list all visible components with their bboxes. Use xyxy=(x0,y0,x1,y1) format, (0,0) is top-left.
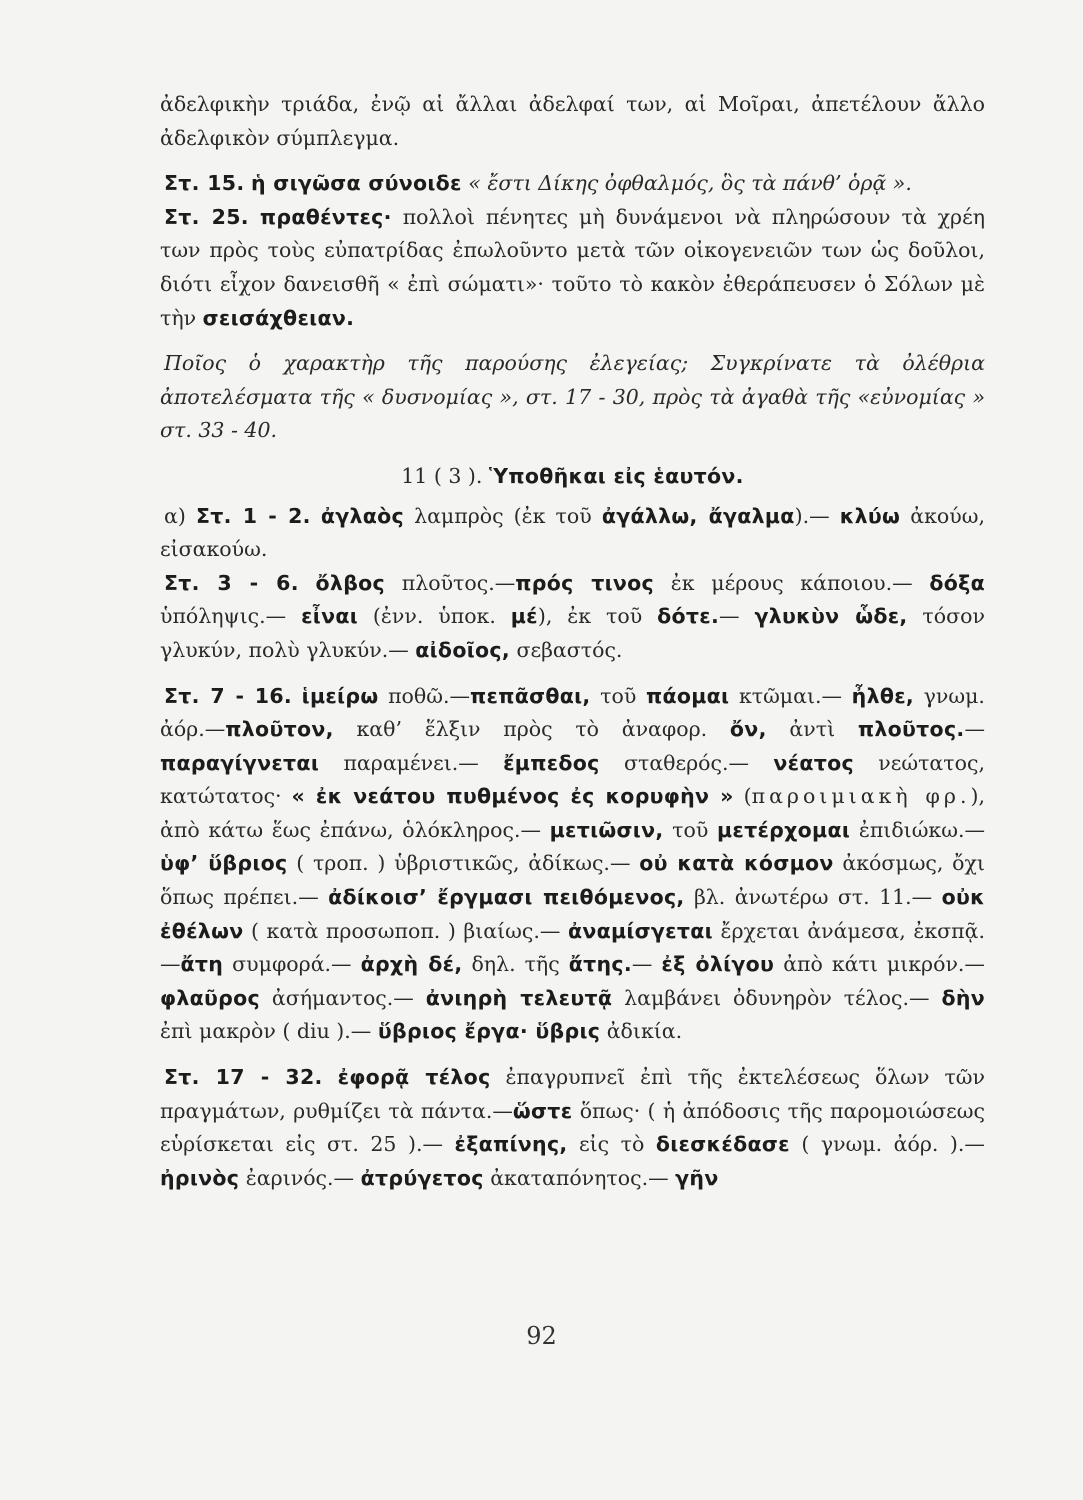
text-run: — xyxy=(719,604,740,629)
lemma: διεσκέδασε xyxy=(655,1132,790,1157)
text-run: ἐπιδιώκω.— xyxy=(858,817,985,842)
lemma: δόξα xyxy=(929,570,985,595)
lemma: σεισάχθειαν. xyxy=(202,305,355,330)
text-run: τόσον γλυκύν, πολὺ γλυκύν.— xyxy=(160,604,985,662)
lemma: ἀναμίσγεται xyxy=(567,918,713,943)
text-run: ( τροπ. ) ὑβριστικῶς, ἀδίκως.— xyxy=(296,851,631,876)
text-run: λαμβάνει ὀδυνηρὸν τέλος.— xyxy=(624,985,930,1010)
text-run: (ἐνν. ὑποκ. xyxy=(372,604,496,629)
text-run: — xyxy=(964,717,985,742)
lemma: ὄν, xyxy=(729,717,767,742)
text-run: ὅπως· ( ἡ ἀπόδοσις τῆς παρομοιώσεως εὑρίσκεται εἰς στ. 25 ).— xyxy=(160,1098,985,1157)
lemma: ὕβριος ἔργα· ὕβρις xyxy=(377,1019,601,1044)
text-run: ἀκούω, εἰσακούω. xyxy=(160,503,985,562)
text-run: νεώτατος, κατώτατος· xyxy=(160,750,985,809)
text-run: καθ’ ἕλξιν πρὸς τὸ ἀναφορ. xyxy=(356,717,708,742)
text-run: ἐπὶ μακρὸν ( diu ).— xyxy=(160,1019,372,1044)
verse-ref: Στ. 1 - 2. xyxy=(195,503,311,528)
text-run: ἔρχεται ἀνάμεσα, ἐκσπᾷ.— xyxy=(160,918,985,977)
text-run: δηλ. τῆς xyxy=(471,952,560,977)
lemma: πλοῦτον, xyxy=(225,717,334,742)
lemma: δότε. xyxy=(657,604,720,629)
text-run: σεβαστός. xyxy=(516,637,623,662)
text-run: ἀκόσμως, ὄχι ὅπως πρέπει.— xyxy=(160,851,985,910)
lemma: ἀρχὴ δέ, xyxy=(360,952,463,977)
text-run: ).— xyxy=(794,503,830,528)
text-run: ), ἀπὸ κάτω ἕως ἐπάνω, ὁλόκληρος.— xyxy=(160,784,985,842)
lemma: οὐ κατὰ κόσμον xyxy=(639,851,834,876)
paragraph-verse-1-2 xyxy=(160,500,985,567)
text-run: συμφορά.— xyxy=(232,952,352,977)
text-run: πλοῦτος.— xyxy=(401,570,516,595)
paragraph-verse-7-16 xyxy=(160,680,985,1050)
lemma: δὴν xyxy=(941,985,985,1010)
lemma: ἀγλαὸς xyxy=(320,503,404,528)
text-run: — xyxy=(631,952,653,977)
lemma: πλοῦτος. xyxy=(857,717,965,742)
lemma: ἀδίκοισ’ ἔργμασι πειθόμενος, xyxy=(328,885,685,910)
text-run: ἀδελφικὴν τριάδα, ἐνῷ αἱ ἄλλαι ἀδελφαί των, αἱ Μοῖραι, ἀπετέλουν ἄλλο ἀδελφικὸν σύμπλεγμα. xyxy=(160,92,985,150)
text-run: ἐκ μέρους κάποιου.— xyxy=(670,570,913,595)
section-number: 11 xyxy=(401,463,428,488)
text-run: κτῶμαι.— xyxy=(738,683,843,708)
lemma: ἐξαπίνης, xyxy=(454,1132,568,1157)
quotation: « ἔστι Δίκης ὀφθαλμός, ὃς τὰ πάνθ’ ὁρᾷ ». xyxy=(468,171,912,196)
text-run: ἀντὶ xyxy=(789,717,836,742)
lemma: ἀτρύγετος xyxy=(360,1165,484,1190)
text-run: βλ. ἀνωτέρω στ. 11.— xyxy=(693,885,933,910)
text-run: ὑπόληψις.— xyxy=(160,604,287,629)
text-run: τοῦ xyxy=(600,683,637,708)
text-run: εἰς τὸ xyxy=(579,1132,645,1157)
section-heading xyxy=(160,460,985,494)
lemma: μετέρχομαι xyxy=(716,817,851,842)
text-run: ἀκαταπόνητος.— xyxy=(490,1165,669,1190)
lemma: πραθέντες· xyxy=(259,204,392,229)
text-run: ἀδικία. xyxy=(606,1019,683,1044)
verse-ref: Στ. 25. xyxy=(164,204,249,229)
lemma: ἀγάλλω, ἄγαλμα xyxy=(601,503,795,528)
text-run: πολλοὶ πένητες μὴ δυνάμενοι νὰ πληρώσουν τὰ χρέη των πρὸς τοὺς εὐπατρίδας ἐπωλοῦντο μετὰ τῶν οἰκογενειῶν των ὡς δοῦλοι, διότι εἶχον δανεισθῆ « ἐπὶ σώματι»· τοῦτο τὸ κακὸν ἐθεράπευσεν ὁ Σόλων μὲ τὴν xyxy=(160,204,985,330)
lemma: ἔμπεδος xyxy=(503,750,600,775)
question-text: Ποῖος ὁ χαρακτὴρ τῆς παρούσης ἐλεγείας; Συγκρίνατε τὰ ὀλέθρια ἀποτελέσματα τῆς « δυσνομίας », στ. 17 - 30, πρὸς τὰ ἀγαθὰ τῆς «εὐνομίας » στ. 33 - 40. xyxy=(160,351,985,443)
lemma: ἡ σιγῶσα σύνοιδε xyxy=(250,171,462,196)
lemma: φλαῦρος xyxy=(160,985,260,1010)
lemma: ἱμείρω xyxy=(301,683,379,708)
lemma: ἐφορᾷ τέλος xyxy=(337,1065,491,1090)
paragraph-verse-3-6 xyxy=(160,567,985,668)
footnote-ref: ( 3 ). xyxy=(433,463,483,488)
lemma: ἄτης. xyxy=(568,952,632,977)
item-label: α) xyxy=(164,503,186,528)
text-run: ( γνωμ. ἀόρ. ).— xyxy=(801,1132,985,1157)
text-run: ( κατὰ προσωποπ. ) βιαίως.— xyxy=(251,918,561,943)
text-run: ἐαρινός.— xyxy=(245,1165,355,1190)
section-title: Ὑποθῆκαι εἰς ἑαυτόν. xyxy=(488,463,744,488)
lemma: πεπᾶσθαι, xyxy=(469,683,591,708)
text-run: τοῦ xyxy=(672,817,709,842)
paragraph-verse-25 xyxy=(160,201,985,335)
verse-ref: Στ. 17 - 32. xyxy=(164,1065,323,1090)
lemma: ὄλβος xyxy=(315,570,386,595)
lemma: πρός τινος xyxy=(515,570,654,595)
text-run: σταθερός.— xyxy=(623,750,750,775)
lemma: πάομαι xyxy=(645,683,730,708)
quotation: « ἐκ νεάτου πυθμένος ἐς κορυφὴν » xyxy=(291,784,734,809)
lemma: γλυκὺν ὧδε, xyxy=(754,604,908,629)
lemma: αἰδοῖος, xyxy=(415,637,510,662)
paragraph-verse-15 xyxy=(160,167,985,201)
spaced-text: παροιμιακὴ φρ. xyxy=(751,784,971,809)
verse-ref: Στ. 7 - 16. xyxy=(164,683,293,708)
paragraph-question xyxy=(160,347,985,448)
text-run: ἀσήμαντος.— xyxy=(271,985,414,1010)
text-run: ), ἐκ τοῦ xyxy=(537,604,643,629)
lemma: ἠρινὸς xyxy=(160,1165,240,1190)
lemma: παραγίγνεται xyxy=(160,750,320,775)
lemma: μετιῶσιν, xyxy=(549,817,664,842)
text-run: ( xyxy=(743,784,752,809)
lemma: εἶναι xyxy=(301,604,359,629)
text-run: ἐπαγρυπνεῖ ἐπὶ τῆς ἐκτελέσεως ὅλων τῶν πραγμάτων, ρυθμίζει τὰ πάντα.— xyxy=(160,1065,985,1123)
text-run: λαμπρὸς (ἐκ τοῦ xyxy=(414,503,592,528)
lemma: ἄτη xyxy=(180,952,224,977)
lemma: ἦλθε, xyxy=(851,683,915,708)
text-run: ποθῶ.— xyxy=(388,683,470,708)
verse-ref: Στ. 15. xyxy=(164,171,245,196)
paragraph-verse-17-32 xyxy=(160,1061,985,1195)
page-number: 92 xyxy=(526,1322,557,1350)
text-run: ἀπὸ κάτι μικρόν.— xyxy=(783,952,985,977)
verse-ref: Στ. 3 - 6. xyxy=(164,570,299,595)
text-block xyxy=(160,88,985,1195)
lemma: ὥστε xyxy=(512,1098,573,1123)
lemma: νέατος xyxy=(773,750,854,775)
lemma: κλύω xyxy=(839,503,901,528)
paragraph-intro xyxy=(160,88,985,155)
lemma: μέ xyxy=(510,604,538,629)
text-run: γνωμ. ἀόρ.— xyxy=(160,683,985,742)
lemma: ἐξ ὀλίγου xyxy=(661,952,775,977)
lemma: γῆν xyxy=(675,1165,719,1190)
lemma: ὑφ’ ὕβριος xyxy=(160,851,288,876)
lemma: ἀνιηρὴ τελευτᾷ xyxy=(425,985,613,1010)
text-run: παραμένει.— xyxy=(343,750,479,775)
lemma: οὐκ ἐθέλων xyxy=(160,885,985,943)
